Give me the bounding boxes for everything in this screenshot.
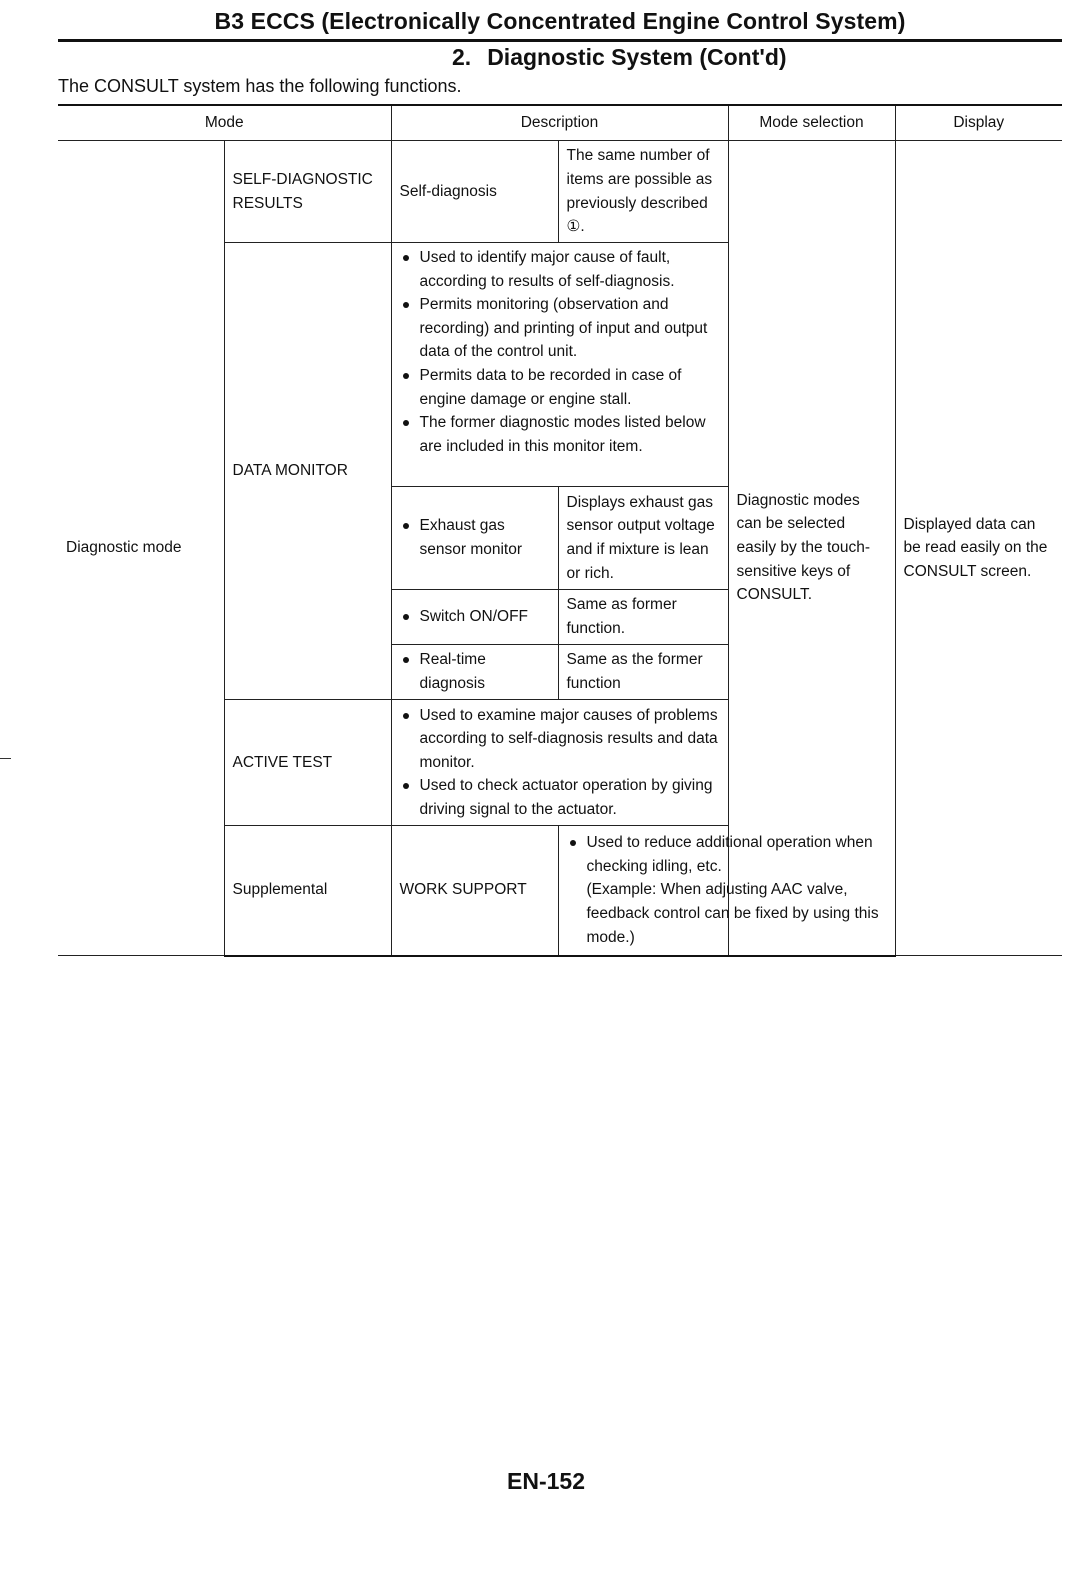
display-text: Displayed data can be read easily on the CONSULT screen. xyxy=(895,141,1062,956)
sub-item-detail: Displays exhaust gas sensor output voltage and if mixture is lean or rich. xyxy=(558,487,728,590)
group-supplemental: Supplemental xyxy=(224,826,391,956)
header-description: Description xyxy=(391,105,728,141)
sub-item-detail: Same as former function. xyxy=(558,590,728,645)
page-number: EN-152 xyxy=(507,1468,585,1494)
self-diagnosis-function: Self-diagnosis xyxy=(391,141,558,243)
list-item: The former diagnostic modes listed below are included in this monitor item. xyxy=(400,411,720,458)
list-item: Used to examine major causes of problems according to self-diagnosis results and data monitor. xyxy=(400,704,720,775)
list-item: Used to check actuator operation by giving driving signal to the actuator. xyxy=(400,774,720,821)
section-number: 2. xyxy=(452,44,472,70)
section-title xyxy=(452,44,787,71)
intro-text: The CONSULT system has the following functions. xyxy=(58,76,462,96)
list-item: Used to reduce additional operation when checking idling, etc. xyxy=(567,831,887,878)
sub-item-name xyxy=(391,645,558,700)
self-diagnosis-detail: The same number of items are possible as previously described ①. xyxy=(558,141,728,243)
header-row xyxy=(58,105,1062,141)
mode-self-diagnostic-results: SELF-DIAGNOSTIC RESULTS xyxy=(224,141,391,243)
header-display: Display xyxy=(895,105,1062,141)
mode-data-monitor: DATA MONITOR xyxy=(224,243,391,700)
title-rule xyxy=(58,39,1062,42)
section-heading: Diagnostic System (Cont'd) xyxy=(487,44,787,70)
data-monitor-description xyxy=(391,243,728,487)
list-item: Permits monitoring (observation and recording) and printing of input and output data of the control unit. xyxy=(400,293,720,364)
table-row xyxy=(58,141,1062,243)
page-title: B3 ECCS (Electronically Concentrated Engine Control System) xyxy=(214,8,906,34)
mode-work-support: WORK SUPPORT xyxy=(391,826,558,956)
sub-item-name xyxy=(391,590,558,645)
header-mode-selection: Mode selection xyxy=(728,105,895,141)
mode-active-test: ACTIVE TEST xyxy=(224,700,391,826)
switch-on-off: Switch ON/OFF xyxy=(400,605,550,629)
sub-item-name xyxy=(391,487,558,590)
list-item: Used to identify major cause of fault, according to results of self-diagnosis. xyxy=(400,246,720,293)
work-support-example: (Example: When adjusting AAC valve, feedback control can be fixed by using this mode.) xyxy=(586,881,879,946)
list-item: Permits data to be recorded in case of engine damage or engine stall. xyxy=(400,364,720,411)
mode-selection-text: Diagnostic modes can be selected easily by the touch-sensitive keys of CONSULT. xyxy=(728,141,895,956)
consult-functions-table xyxy=(58,104,1062,957)
exhaust-gas-sensor-monitor: Exhaust gas sensor monitor xyxy=(400,514,550,561)
real-time-diagnosis: Real-time diagnosis xyxy=(400,648,550,695)
group-diagnostic-mode: Diagnostic mode xyxy=(58,141,224,956)
header-mode: Mode xyxy=(58,105,391,141)
active-test-description xyxy=(391,700,728,826)
sub-item-detail: Same as the former function xyxy=(558,645,728,700)
work-support-description xyxy=(558,826,895,956)
margin-mark xyxy=(0,758,11,759)
